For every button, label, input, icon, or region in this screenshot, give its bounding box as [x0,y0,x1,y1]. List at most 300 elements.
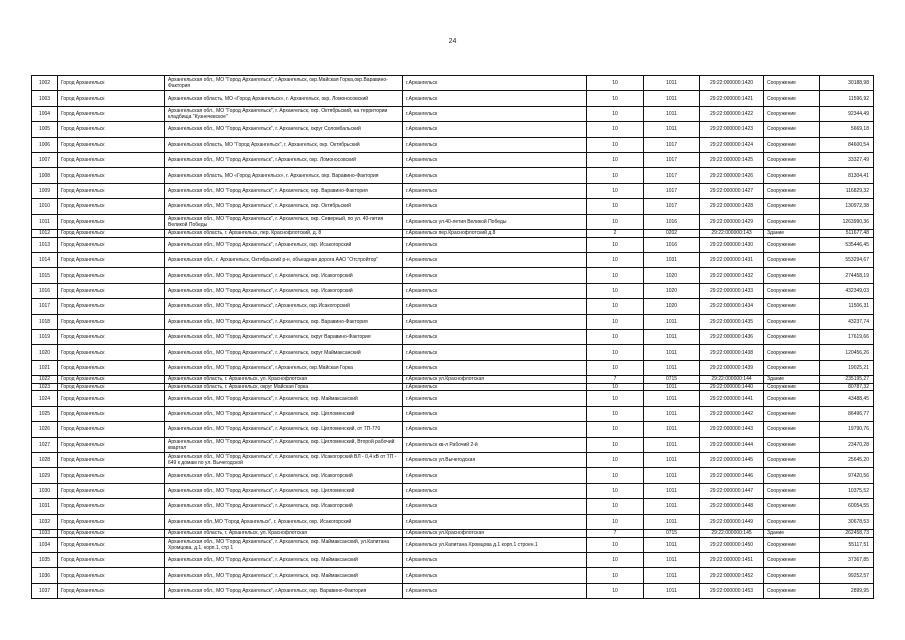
cadastral-value-cell: 37367,85 [820,553,874,568]
row-number-cell: 1028 [32,453,58,468]
cadastral-value-cell: 92344,49 [820,106,874,121]
location-cell: г.Архангельск ул.40-летия Великой Победы [403,214,587,229]
row-number-cell: 1010 [32,199,58,214]
object-type-cell: Сооружение [764,499,820,514]
table-row [32,106,874,121]
subgroup-code-cell: 1011 [644,553,700,568]
cadastral-number-cell: 29:22:000000:1421 [700,91,764,106]
address-cell: Архангельская обл., МО "Город Архангельск", г. Архангельск, окр. Цигломенский [165,483,403,498]
table-row [32,437,874,452]
group-code-cell: 10 [587,406,644,421]
municipality-cell: Город Архангельск [58,468,165,483]
municipality-cell: Город Архангельск [58,199,165,214]
cadastral-value-cell: 84600,54 [820,137,874,152]
table-row [32,453,874,468]
location-cell: г.Архангельск [403,553,587,568]
address-cell: Архангельская обл., МО "Город Архангельск", г. Архангельск, округ Варавино-Фактория [165,329,403,344]
cadastral-number-cell: 29:22:000000:1420 [700,76,764,91]
location-cell: г.Архангельск [403,106,587,121]
table-row [32,299,874,314]
municipality-cell: Город Архангельск [58,283,165,298]
table-row [32,360,874,375]
cadastral-number-cell: 29:22:000000:1450 [700,537,764,552]
cadastral-number-cell: 29:22:000000:1451 [700,553,764,568]
address-cell: Архангельская обл., МО "Город Архангельск", г. Архангельск, окр. Октябрьский [165,199,403,214]
row-number-cell: 1023 [32,383,58,391]
cadastral-value-cell: 81304,41 [820,168,874,183]
subgroup-code-cell: 1011 [644,499,700,514]
cadastral-number-cell: 29:22:000000:143 [700,229,764,237]
subgroup-code-cell: 1011 [644,345,700,360]
object-type-cell: Сооружение [764,268,820,283]
location-cell: г.Архангельск [403,199,587,214]
row-number-cell: 1019 [32,329,58,344]
municipality-cell: Город Архангельск [58,122,165,137]
group-code-cell: 10 [587,314,644,329]
address-cell: Архангельская обл., МО "Город Архангельск", г. Архангельск, округ Соломбальский [165,122,403,137]
address-cell: Архангельская обл., МО "Город Архангельск", г. Архангельск, окр. Варавино-Фактория [165,183,403,198]
table-row [32,483,874,498]
cadastral-value-cell: 511677,48 [820,229,874,237]
row-number-cell: 1033 [32,530,58,538]
table-row [32,268,874,283]
row-number-cell: 1021 [32,360,58,375]
municipality-cell: Город Архангельск [58,229,165,237]
object-type-cell: Сооружение [764,583,820,598]
group-code-cell: 10 [587,214,644,229]
object-type-cell: Сооружение [764,360,820,375]
row-number-cell: 1035 [32,553,58,568]
subgroup-code-cell: 1011 [644,76,700,91]
address-cell: Архангельская область, г. Архангельск, округ Майская Горка [165,383,403,391]
location-cell: г.Архангельск [403,422,587,437]
address-cell: Архангельская обл.,МО "Город Архангельск", г. Архангельск, окр. Исакогорский [165,514,403,529]
cadastral-value-cell: 5669,18 [820,122,874,137]
row-number-cell: 1024 [32,391,58,406]
table-row [32,537,874,552]
municipality-cell: Город Архангельск [58,391,165,406]
group-code-cell: 10 [587,91,644,106]
object-type-cell: Сооружение [764,391,820,406]
table-row [32,568,874,583]
location-cell: г.Архангельск [403,91,587,106]
location-cell: г.Архангельск пер.Краснофлотский д.8 [403,229,587,237]
table-row [32,329,874,344]
group-code-cell: 10 [587,122,644,137]
row-number-cell: 1025 [32,406,58,421]
cadastral-value-cell: 274458,19 [820,268,874,283]
cadastral-value-cell: 80787,32 [820,383,874,391]
table-row [32,383,874,391]
row-number-cell: 1011 [32,214,58,229]
cadastral-number-cell: 29:22:000000:1436 [700,329,764,344]
cadastral-number-cell: 29:22:000000:1445 [700,453,764,468]
subgroup-code-cell: 1020 [644,283,700,298]
cadastral-value-cell: 55117,51 [820,537,874,552]
address-cell: Архангельская обл., МО "Город Архангельск", г. Архангельск, окр. Цигломенский [165,406,403,421]
cadastral-number-cell: 29:22:000000:1432 [700,268,764,283]
subgroup-code-cell: 1020 [644,299,700,314]
row-number-cell: 1017 [32,299,58,314]
address-cell: Архангельская область, МО «Город Архангельск», г. Архангельск, окр. Варавино-Фактория [165,168,403,183]
location-cell: г.Архангельск кв-л Рабочий 2-й [403,437,587,452]
cadastral-number-cell: 29:22:000000:1430 [700,237,764,252]
cadastral-value-cell: 553294,67 [820,252,874,267]
location-cell: г.Архангельск [403,329,587,344]
row-number-cell: 1007 [32,152,58,167]
cadastral-value-cell: 30678,53 [820,514,874,529]
group-code-cell: 10 [587,453,644,468]
row-number-cell: 1006 [32,137,58,152]
object-type-cell: Сооружение [764,453,820,468]
cadastral-number-cell: 29:22:000000:1426 [700,168,764,183]
address-cell: Архангельская обл., МО "Город Архангельск", г. Архангельск, окр. Маймаксанский [165,568,403,583]
table-row [32,499,874,514]
row-number-cell: 1034 [32,537,58,552]
location-cell: г.Архангельск [403,237,587,252]
group-code-cell: 10 [587,252,644,267]
cadastral-value-cell: 19025,21 [820,360,874,375]
cadastral-value-cell: 130972,38 [820,199,874,214]
row-number-cell: 1002 [32,76,58,91]
group-code-cell: 10 [587,537,644,552]
cadastral-number-cell: 29:22:000000:1448 [700,499,764,514]
municipality-cell: Город Архангельск [58,345,165,360]
object-type-cell: Здание [764,530,820,538]
cadastral-number-cell: 29:22:000000:1440 [700,383,764,391]
group-code-cell: 7 [587,530,644,538]
location-cell: г.Архангельск [403,406,587,421]
object-type-cell: Сооружение [764,168,820,183]
cadastral-value-cell: 30188,98 [820,76,874,91]
group-code-cell: 10 [587,237,644,252]
address-cell: Архангельская обл., МО "Город Архангельск", г. Архангельск, окр. Маймаксанский [165,391,403,406]
address-cell: Архангельская обл., МО "Город Архангельск", г. Архангельск, окр. Маймаксанский, ул.Капитана Хромцова, д.1, корп.1, стр 1 [165,537,403,552]
subgroup-code-cell: 1011 [644,91,700,106]
object-type-cell: Сооружение [764,514,820,529]
table-row [32,406,874,421]
location-cell: г.Архангельск ул.Капитана Хромцова д.1 корп.1 строен.1 [403,537,587,552]
object-type-cell: Сооружение [764,483,820,498]
table-row [32,583,874,598]
cadastral-value-cell: 116829,32 [820,183,874,198]
row-number-cell: 1018 [32,314,58,329]
municipality-cell: Город Архангельск [58,214,165,229]
object-type-cell: Сооружение [764,437,820,452]
group-code-cell: 10 [587,299,644,314]
group-code-cell: 10 [587,422,644,437]
row-number-cell: 1005 [32,122,58,137]
object-type-cell: Сооружение [764,199,820,214]
table-row [32,229,874,237]
table-row [32,283,874,298]
cadastral-value-cell: 43488,45 [820,391,874,406]
location-cell: г.Архангельск [403,252,587,267]
group-code-cell: 2 [587,229,644,237]
subgroup-code-cell: 1011 [644,122,700,137]
group-code-cell: 10 [587,152,644,167]
table-row [32,376,874,384]
table-row [32,76,874,91]
group-code-cell: 10 [587,268,644,283]
cadastral-number-cell: 29:22:000000:1453 [700,583,764,598]
group-code-cell: 10 [587,168,644,183]
address-cell: Архангельская обл., МО "Город Архангельск", г. Архангельск, окр. Северный, по ул. 40-летия Великой Победы [165,214,403,229]
municipality-cell: Город Архангельск [58,183,165,198]
cadastral-number-cell: 29:22:000000:1441 [700,391,764,406]
cadastral-value-cell: 2899,95 [820,583,874,598]
subgroup-code-cell: 1016 [644,214,700,229]
location-cell: г.Архангельск [403,168,587,183]
group-code-cell: 10 [587,553,644,568]
municipality-cell: Город Архангельск [58,106,165,121]
location-cell: г.Архангельск [403,514,587,529]
cadastral-number-cell: 29:22:000000:1443 [700,422,764,437]
table-row [32,345,874,360]
municipality-cell: Город Архангельск [58,137,165,152]
address-cell: Архангельская область, МО «Город Архангельск», г. Архангельск, окр. Ломоносовский [165,91,403,106]
table-row [32,137,874,152]
municipality-cell: Город Архангельск [58,583,165,598]
subgroup-code-cell: 1020 [644,268,700,283]
object-type-cell: Сооружение [764,76,820,91]
address-cell: Архангельская обл., МО "Город Архангельск", г. Архангельск, окр. Исакогорский ВЛ - 0,4 кВ от ТП - 649 к домам по ул. Вычегодской [165,453,403,468]
cadastral-number-cell: 29:22:000000:1434 [700,299,764,314]
group-code-cell: 10 [587,106,644,121]
table-row [32,514,874,529]
group-code-cell: 10 [587,199,644,214]
cadastral-value-cell: 33327,49 [820,152,874,167]
location-cell: г.Архангельск [403,383,587,391]
object-type-cell: Сооружение [764,122,820,137]
subgroup-code-cell: 1017 [644,199,700,214]
location-cell: г.Архангельск [403,76,587,91]
address-cell: Архангельская обл., МО "Город Архангельск", г.Архангельск, окр. Исакогорский [165,237,403,252]
cadastral-value-cell: 60054,55 [820,499,874,514]
row-number-cell: 1012 [32,229,58,237]
location-cell: г.Архангельск [403,499,587,514]
row-number-cell: 1026 [32,422,58,437]
subgroup-code-cell: 1011 [644,314,700,329]
group-code-cell: 10 [587,76,644,91]
table-row [32,391,874,406]
address-cell: Архангельская область, г. Архангельск, ул. Краснофлотская [165,376,403,384]
object-type-cell: Здание [764,376,820,384]
table-row [32,252,874,267]
location-cell: г.Архангельск ул.Краснофлотская [403,376,587,384]
subgroup-code-cell: 0202 [644,229,700,237]
cadastral-value-cell: 86496,77 [820,406,874,421]
object-type-cell: Сооружение [764,183,820,198]
cadastral-number-cell: 29:22:000000:1449 [700,514,764,529]
subgroup-code-cell: 1011 [644,537,700,552]
address-cell: Архангельская обл., МО "Город Архангельск", г. Архангельск, окр. Цигломенский, Второй рабочий квартал [165,437,403,452]
group-code-cell: 10 [587,283,644,298]
cadastral-value-cell: 432349,03 [820,283,874,298]
cadastral-number-cell: 29:22:000000:1425 [700,152,764,167]
object-type-cell: Сооружение [764,237,820,252]
subgroup-code-cell: 1011 [644,583,700,598]
municipality-cell: Город Архангельск [58,499,165,514]
cadastral-number-cell: 29:22:000000:1444 [700,437,764,452]
object-type-cell: Сооружение [764,137,820,152]
location-cell: г.Архангельск [403,183,587,198]
object-type-cell: Сооружение [764,283,820,298]
row-number-cell: 1027 [32,437,58,452]
table-row [32,468,874,483]
cadastral-number-cell: 29:22:000000:145 [700,530,764,538]
municipality-cell: Город Архангельск [58,530,165,538]
subgroup-code-cell: 1011 [644,406,700,421]
cadastral-number-cell: 29:22:000000:1433 [700,283,764,298]
cadastral-value-cell: 11596,92 [820,91,874,106]
subgroup-code-cell: 1031 [644,252,700,267]
table-row [32,152,874,167]
location-cell: г.Архангельск [403,299,587,314]
cadastral-number-cell: 29:22:000000:1424 [700,137,764,152]
table-row [32,91,874,106]
subgroup-code-cell: 1011 [644,437,700,452]
cadastral-number-cell: 29:22:000000:144 [700,376,764,384]
location-cell: г.Архангельск [403,137,587,152]
object-type-cell: Сооружение [764,537,820,552]
address-cell: Архангельская обл., МО "Город Архангельск", г. Архангельск, окр. Маймаксанский [165,553,403,568]
cadastral-value-cell: 23470,28 [820,437,874,452]
object-type-cell: Сооружение [764,91,820,106]
group-code-cell: 10 [587,360,644,375]
subgroup-code-cell: 1011 [644,106,700,121]
cadastral-value-cell: 19790,76 [820,422,874,437]
object-type-cell: Сооружение [764,345,820,360]
subgroup-code-cell: 1017 [644,168,700,183]
location-cell: г.Архангельск [403,122,587,137]
object-type-cell: Здание [764,229,820,237]
municipality-cell: Город Архангельск [58,437,165,452]
object-type-cell: Сооружение [764,329,820,344]
municipality-cell: Город Архангельск [58,537,165,552]
table-row [32,314,874,329]
address-cell: Архангельская обл., МО "Город Архангельск", г. Архангельск, окр. Исакогорский [165,468,403,483]
row-number-cell: 1022 [32,376,58,384]
subgroup-code-cell: 1017 [644,137,700,152]
cadastral-number-cell: 29:22:000000:1427 [700,183,764,198]
object-type-cell: Сооружение [764,422,820,437]
row-number-cell: 1036 [32,568,58,583]
cadastral-number-cell: 29:22:000000:1435 [700,314,764,329]
subgroup-code-cell: 1011 [644,453,700,468]
row-number-cell: 1030 [32,483,58,498]
address-cell: Архангельская обл., МО "Город Архангельск", г.Архангельск, окр.Исакогорский [165,299,403,314]
subgroup-code-cell: 1011 [644,468,700,483]
group-code-cell: 10 [587,437,644,452]
subgroup-code-cell: 1016 [644,237,700,252]
location-cell: г.Архангельск [403,391,587,406]
subgroup-code-cell: 1011 [644,329,700,344]
cadastral-value-cell: 10375,52 [820,483,874,498]
municipality-cell: Город Архангельск [58,91,165,106]
table-row [32,183,874,198]
page-number: 24 [448,38,457,45]
row-number-cell: 1004 [32,106,58,121]
row-number-cell: 1008 [32,168,58,183]
object-type-cell: Сооружение [764,252,820,267]
municipality-cell: Город Архангельск [58,422,165,437]
cadastral-value-cell: 535446,45 [820,237,874,252]
location-cell: г.Архангельск ул.Вычегодская [403,453,587,468]
municipality-cell: Город Архангельск [58,268,165,283]
table-row [32,422,874,437]
table-row [32,237,874,252]
group-code-cell: 10 [587,468,644,483]
cadastral-value-cell: 17619,66 [820,329,874,344]
subgroup-code-cell: 1017 [644,183,700,198]
subgroup-code-cell: 0715 [644,376,700,384]
municipality-cell: Город Архангельск [58,299,165,314]
location-cell: г.Архангельск [403,583,587,598]
group-code-cell: 10 [587,391,644,406]
municipality-cell: Город Архангельск [58,376,165,384]
subgroup-code-cell: 1011 [644,514,700,529]
address-cell: Архангельская обл., МО "Город Архангельск", г. Архангельск, окр. Октябрьский, на территории кладбища "Кузнечевское" [165,106,403,121]
municipality-cell: Город Архангельск [58,360,165,375]
object-type-cell: Сооружение [764,468,820,483]
location-cell: г.Архангельск [403,568,587,583]
municipality-cell: Город Архангельск [58,252,165,267]
address-cell: Архангельская обл., МО "Город Архангельск", г.Архангельск, окр. Ломоносовский [165,152,403,167]
row-number-cell: 1016 [32,283,58,298]
municipality-cell: Город Архангельск [58,553,165,568]
property-registry-table [31,75,874,599]
cadastral-number-cell: 29:22:000000:1428 [700,199,764,214]
address-cell: Архангельская обл., МО "Город Архангельск", г. Архангельск, окр. Исакогорский [165,499,403,514]
cadastral-number-cell: 29:22:000000:1447 [700,483,764,498]
cadastral-number-cell: 29:22:000000:1422 [700,106,764,121]
object-type-cell: Сооружение [764,152,820,167]
row-number-cell: 1014 [32,252,58,267]
municipality-cell: Город Архангельск [58,483,165,498]
municipality-cell: Город Архангельск [58,168,165,183]
municipality-cell: Город Архангельск [58,152,165,167]
location-cell: г.Архангельск [403,468,587,483]
subgroup-code-cell: 1011 [644,383,700,391]
municipality-cell: Город Архангельск [58,314,165,329]
table-row [32,214,874,229]
subgroup-code-cell: 1011 [644,568,700,583]
object-type-cell: Сооружение [764,314,820,329]
object-type-cell: Сооружение [764,299,820,314]
municipality-cell: Город Архангельск [58,329,165,344]
object-type-cell: Сооружение [764,406,820,421]
municipality-cell: Город Архангельск [58,406,165,421]
address-cell: Архангельская обл., МО "Город Архангельск", г.Архангельск, окр.Майская Горка,окр.Варавино-Фактория [165,76,403,91]
row-number-cell: 1029 [32,468,58,483]
cadastral-value-cell: 97420,56 [820,468,874,483]
row-number-cell: 1020 [32,345,58,360]
cadastral-number-cell: 29:22:000000:1452 [700,568,764,583]
cadastral-value-cell: 120456,26 [820,345,874,360]
address-cell: Архангельская обл., МО "Город Архангельск", г. Архангельск, окр. Исакогорский [165,268,403,283]
group-code-cell: 10 [587,345,644,360]
subgroup-code-cell: 1011 [644,360,700,375]
address-cell: Архангельская область, г. Архангельск, пер. Краснофлотский, д. 8 [165,229,403,237]
cadastral-value-cell: 99252,57 [820,568,874,583]
cadastral-value-cell: 11506,31 [820,299,874,314]
address-cell: Архангельская обл., МО "Город Архангельск", г. Архангельск, окр. Исакогорский [165,283,403,298]
group-code-cell: 10 [587,583,644,598]
row-number-cell: 1009 [32,183,58,198]
subgroup-code-cell: 0715 [644,530,700,538]
cadastral-value-cell: 262458,73 [820,530,874,538]
